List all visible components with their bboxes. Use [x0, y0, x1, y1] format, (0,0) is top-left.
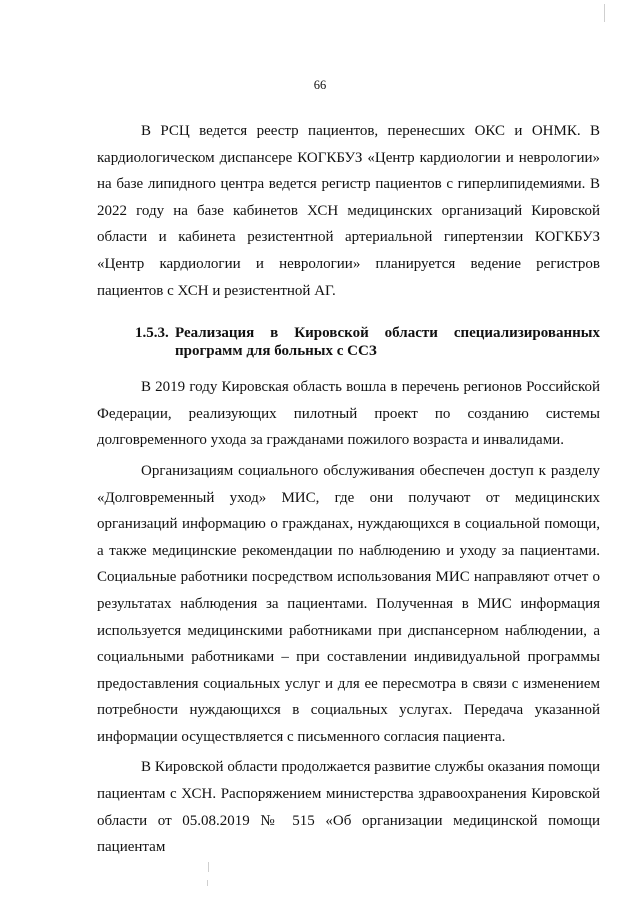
section-title: Реализация в Кировской области специализированных программ для больных с ССЗ	[175, 325, 600, 359]
scan-artifact	[208, 862, 209, 872]
page-number: 66	[313, 78, 327, 92]
paragraph-social-services: Организациям социального обслуживания обеспечен доступ к разделу «Долговременный уход» МИС, где они получают от медицинских организаций информацию о гражданах, нуждающихся в социальной помощи, а также медицинские рекомендации по наблюдению и уходу за пациентами. Социальные работники посредством использования МИС направляют отчет о результатах наблюдения за пациентами. Полученная в МИС информация используется медицинскими работниками при диспансерном наблюдении, а социальными работниками – при составлении индивидуальной программы предоставления социальных услуг и для ее пересмотра в связи с изменением потребности нуждающихся в социальных услугах. Передача указанной информации осуществляется с письменного согласия пациента.	[97, 462, 600, 745]
paragraph-pilot-project: В 2019 году Кировская область вошла в перечень регионов Российской Федерации, реализующих пилотный проект по созданию системы долговременного ухода за гражданами пожилого возраста и инвалидами.	[97, 379, 600, 449]
paragraph-registries: В РСЦ ведется реестр пациентов, перенесших ОКС и ОНМК. В кардиологическом диспансере КОГКБУЗ «Центр кардиологии и неврологии» на базе липидного центра ведется регистр пациентов с гиперлипидемиями. В 2022 году на базе кабинетов ХСН медицинских организаций Кировской области и кабинета резистентной артериальной гипертензии КОГКБУЗ «Центр кардиологии и неврологии» планируется ведение регистров пациентов с ХСН и резистентной АГ.	[97, 123, 600, 299]
paragraph-hf-service: В Кировской области продолжается развитие службы оказания помощи пациентам с ХСН. Распоряжением министерства здравоохранения Кировской области от 05.08.2019 № 515 «Об организации медицинской помощи пациентам	[97, 759, 600, 856]
section-heading	[97, 325, 600, 360]
scan-artifact	[604, 4, 605, 22]
section-number: 1.5.3.	[135, 325, 169, 342]
scan-artifact	[207, 880, 208, 886]
document-body	[97, 118, 600, 861]
